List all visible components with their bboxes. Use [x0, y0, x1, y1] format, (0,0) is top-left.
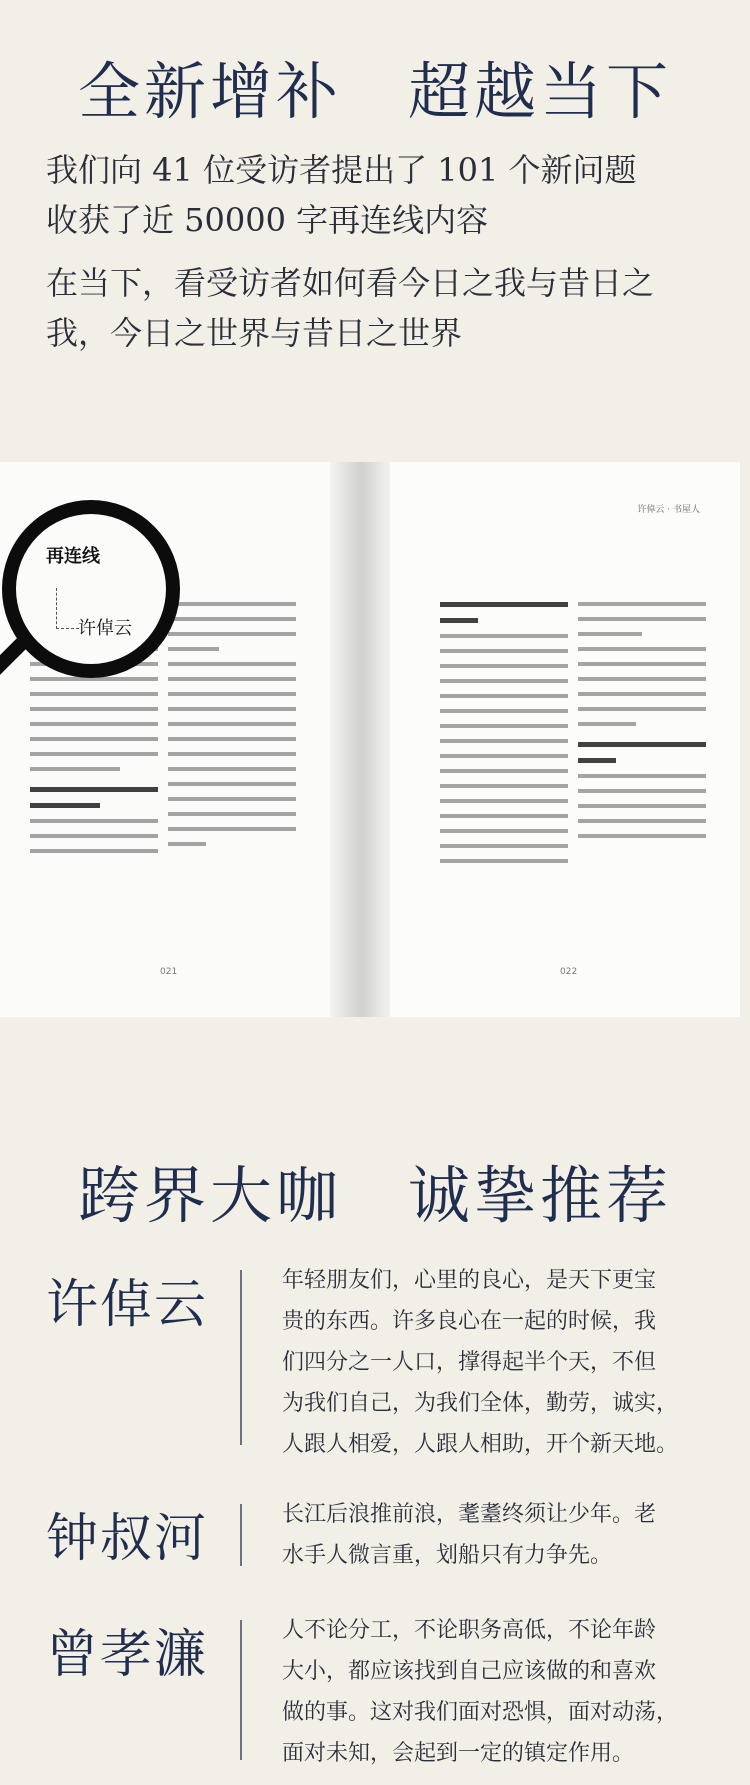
recommend-heading: 跨界大咖 诚挚推荐 — [77, 1159, 672, 1232]
intro-section — [0, 0, 750, 460]
magnifier-name: 许倬云 — [78, 618, 132, 639]
right-page-running-header: 许倬云 · 书屋人 — [637, 505, 700, 515]
right-page-column-1 — [440, 602, 568, 874]
recommend-section — [0, 1020, 750, 1785]
divider — [240, 1504, 242, 1566]
right-page-number: 022 — [560, 967, 578, 977]
recommend-quote-line: 大小，都应该找到自己应该做的和喜欢 — [282, 1659, 657, 1684]
magnifier-title: 再连线 — [46, 546, 100, 567]
recommender-name: 许倬云 — [46, 1275, 209, 1335]
intro-line-1: 我们向 41 位受访者提出了 101 个新问题 — [46, 151, 637, 189]
recommend-quote-line: 为我们自己，为我们全体，勤劳，诚实， — [282, 1391, 679, 1416]
right-page-column-2 — [578, 602, 706, 849]
recommend-quote-line: 人不论分工，不论职务高低，不论年龄 — [282, 1618, 657, 1643]
intro-line-3: 在当下，看受访者如何看今日之我与昔日之 — [46, 264, 655, 302]
recommend-quote-line: 贵的东西。许多良心在一起的时候，我 — [282, 1309, 657, 1334]
intro-heading: 全新增补 超越当下 — [77, 55, 672, 128]
recommend-item — [0, 1610, 750, 1775]
recommend-item — [0, 1494, 750, 1574]
recommend-item — [0, 1260, 750, 1457]
intro-line-4: 我，今日之世界与昔日之世界 — [46, 314, 463, 352]
recommend-quote-line: 水手人微言重，划船只有力争先。 — [282, 1543, 613, 1568]
recommend-quote-line: 们四分之一人口，撑得起半个天，不但 — [282, 1350, 657, 1375]
magnifier-dash-connector — [56, 588, 79, 629]
recommend-quote-line: 人跟人相爱，人跟人相助，开个新天地。 — [282, 1432, 679, 1457]
recommend-quote-line: 做的事。这对我们面对恐惧，面对动荡， — [282, 1700, 679, 1725]
left-page-number: 021 — [160, 967, 178, 977]
book-right-page — [390, 462, 740, 1017]
magnifier-icon — [2, 500, 180, 678]
intro-line-2: 收获了近 50000 字再连线内容 — [46, 201, 489, 239]
left-page-column-2 — [168, 602, 296, 857]
recommend-quote-line: 年轻朋友们，心里的良心，是天下更宝 — [282, 1268, 657, 1293]
recommend-quote-line: 面对未知，会起到一定的镇定作用。 — [282, 1741, 635, 1766]
recommender-name: 曾孝濂 — [46, 1625, 209, 1685]
divider — [240, 1270, 242, 1445]
recommend-quote-line: 长江后浪推前浪，耄耋终须让少年。老 — [282, 1502, 657, 1527]
divider — [240, 1620, 242, 1760]
recommender-name: 钟叔河 — [46, 1509, 209, 1569]
